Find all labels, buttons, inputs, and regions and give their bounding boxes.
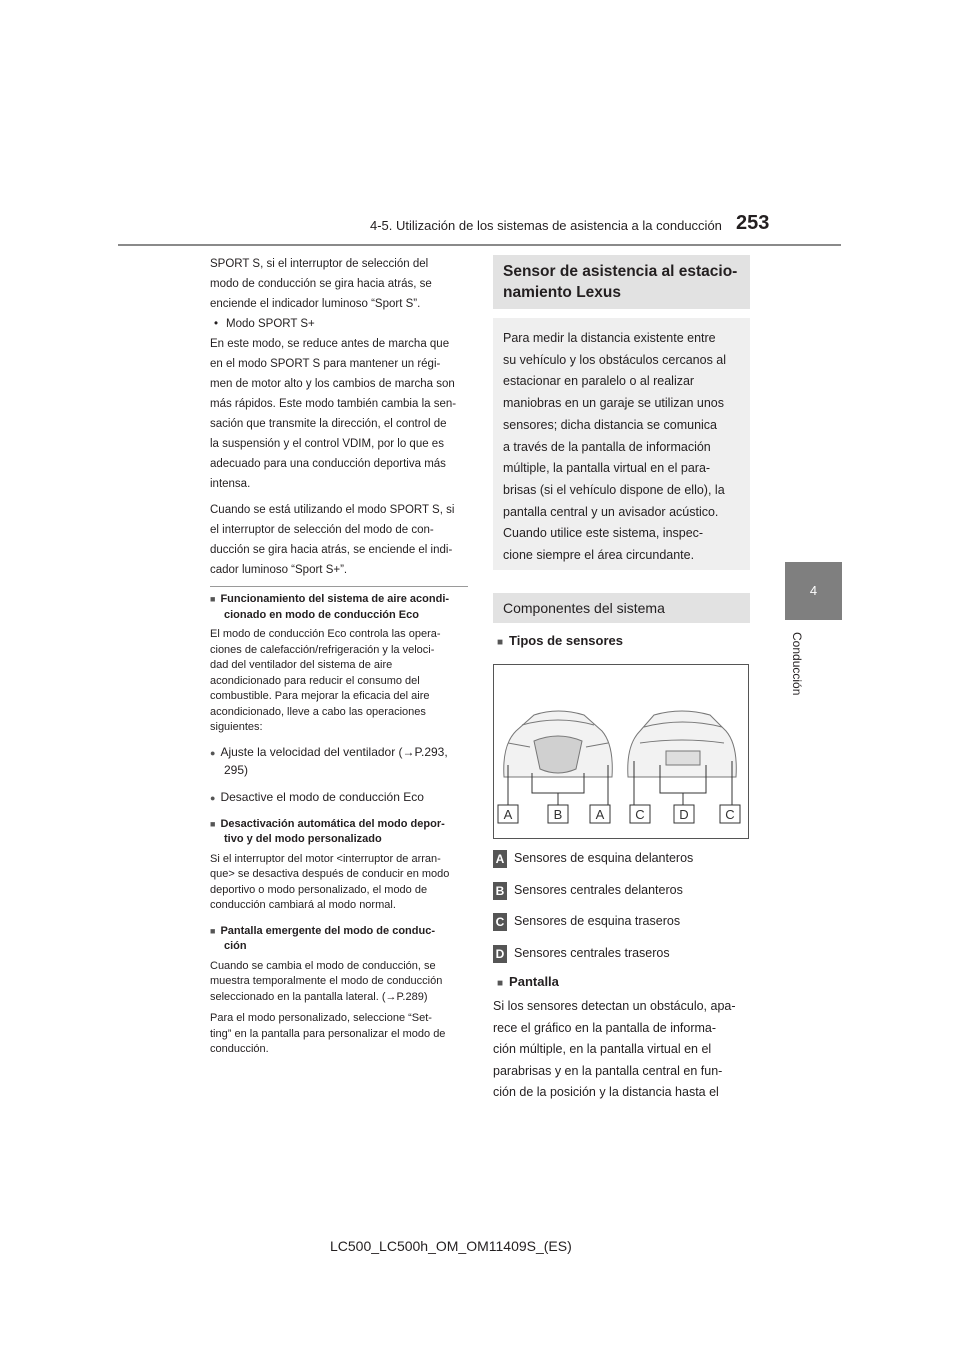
text-line: que> se desactiva después de conducir en modo xyxy=(210,868,450,880)
note-title-popup-display: ■ Pantalla emergente del modo de conduc- ción xyxy=(210,924,472,955)
text-line: En este modo, se reduce antes de marcha que xyxy=(210,338,450,350)
text-line: brisas (si el vehículo dispone de ello), la xyxy=(503,482,725,497)
text-line: acondicionado, lleve a cabo las operaciones xyxy=(210,705,426,718)
text-line: cador luminoso “Sport S+”. xyxy=(210,564,348,576)
text-line: ciones de calefacción/refrigeración y la veloci- xyxy=(210,643,435,656)
text-line: su vehículo y los obstáculos cercanos al xyxy=(503,352,727,367)
text-line: combustible. Para mejorar la eficacia del aire xyxy=(210,690,430,702)
legend-key: D xyxy=(493,945,507,963)
chapter-number-tab[interactable]: 4 xyxy=(785,562,842,620)
text-line: adecuado para una conducción deportiva más xyxy=(210,458,446,470)
text-line: ting” en la pantalla para personalizar el modo de xyxy=(210,1027,446,1040)
text-line: seleccionado en la pantalla lateral. (→P.289) xyxy=(210,990,428,1003)
text-line: Si los sensores detectan un obstáculo, apa- xyxy=(493,999,736,1013)
text-line: siguientes: xyxy=(210,721,263,733)
text-line: acondicionado para reducir el consumo del xyxy=(210,674,420,687)
text-line: el interruptor de selección del modo de con- xyxy=(210,524,434,536)
model-code-footer: LC500_LC500h_OM_OM11409S_(ES) xyxy=(330,1238,572,1254)
intro-box xyxy=(493,318,750,570)
header-divider xyxy=(118,244,841,246)
text-line: sensores; dicha distancia se comunica xyxy=(503,417,718,432)
text-line: sación que transmite la dirección, el control de xyxy=(210,418,447,430)
chapter-name: Conducción xyxy=(790,632,804,696)
subheading-display: ■ Pantalla xyxy=(497,974,559,989)
page-number: 253 xyxy=(736,212,770,234)
note-title-ac-eco: ■ Funcionamiento del sistema de aire acondi- cionado en modo de conducción Eco xyxy=(210,592,472,623)
text-line: Cuando se está utilizando el modo SPORT S, si xyxy=(210,504,455,516)
section-title-box: Sensor de asistencia al estacio- namiento Lexus xyxy=(493,255,750,309)
text-line: Si el interruptor del motor <interruptor de arran- xyxy=(210,852,441,865)
legend-text: Sensores de esquina delanteros xyxy=(514,851,694,865)
text-line: en el modo SPORT S para mantener un régi- xyxy=(210,358,441,370)
bullet-mode-sport-s-plus: • Modo SPORT S+ xyxy=(214,318,315,330)
text-line: ción múltiple, en la pantalla virtual en el xyxy=(493,1042,712,1056)
note-title-auto-deactivation: ■ Desactivación automática del modo depor- tivo y del modo personalizado xyxy=(210,817,472,848)
text-line: estacionar en paralelo o al realizar xyxy=(503,374,695,389)
text-line: intensa. xyxy=(210,478,251,490)
text-line: Cuando se cambia el modo de conducción, se xyxy=(210,959,436,972)
car-sensor-illustration xyxy=(494,665,748,838)
text-line: muestra temporalmente el modo de conducción xyxy=(210,975,443,987)
text-line: enciende el indicador luminoso “Sport S”. xyxy=(210,298,421,310)
section-heading: 4-5. Utilización de los sistemas de asistencia a la conducción xyxy=(370,218,722,233)
figure-label: C xyxy=(725,807,735,822)
figure-label: C xyxy=(635,807,645,822)
text-line: rece el gráfico en la pantalla de informa- xyxy=(493,1020,717,1035)
text-line: parabrisas y en la pantalla central en fun- xyxy=(493,1063,723,1078)
figure-label: A xyxy=(595,807,605,822)
text-line: la suspensión y el control VDIM, por lo que es xyxy=(210,438,444,450)
figure-label: A xyxy=(503,807,513,822)
section-divider xyxy=(210,586,468,587)
text-line: men de motor alto y los cambios de marcha son xyxy=(210,378,455,390)
paragraph-sport-s xyxy=(210,254,472,580)
subheading-sensor-types: ■ Tipos de sensores xyxy=(497,633,623,648)
paragraph-display xyxy=(493,996,750,1104)
text-line: SPORT S, si el interruptor de selección del xyxy=(210,258,429,270)
text-line: conducción. xyxy=(210,1043,269,1055)
sensor-figure xyxy=(493,664,749,839)
text-line: conducción cambiará al modo normal. xyxy=(210,899,396,911)
text-line: ducción se gira hacia atrás, se enciende el indi- xyxy=(210,544,453,556)
text-line: ción de la posición y la distancia hasta el xyxy=(493,1085,719,1099)
figure-label: D xyxy=(679,807,689,822)
components-title-box: Componentes del sistema xyxy=(493,593,750,623)
text-line: maniobras en un garaje se utilizan unos xyxy=(503,396,724,411)
text-line: cione siempre el área circundante. xyxy=(503,548,695,563)
text-line: más rápidos. Este modo también cambia la sen- xyxy=(210,398,457,410)
legend-key: C xyxy=(493,913,507,931)
legend-text: Sensores centrales delanteros xyxy=(514,883,683,897)
figure-label: B xyxy=(553,807,563,822)
list-item-disable-eco: ● Desactive el modo de conducción Eco xyxy=(210,789,472,807)
text-line: Para medir la distancia existente entre xyxy=(503,331,716,345)
text-line: deportivo o modo personalizado, el modo de xyxy=(210,883,428,896)
legend-key: B xyxy=(493,882,507,900)
legend-text: Sensores de esquina traseros xyxy=(514,914,681,928)
legend-text: Sensores centrales traseros xyxy=(514,946,670,960)
text-line: dad del ventilador del sistema de aire xyxy=(210,659,393,671)
text-line: modo de conducción se gira hacia atrás, se xyxy=(210,278,432,290)
notes-block xyxy=(210,592,472,1058)
text-line: a través de la pantalla de información xyxy=(503,439,711,454)
list-item-fan-speed: ● Ajuste la velocidad del ventilador (→P.293, 295) xyxy=(210,744,472,779)
text-line: pantalla central y un avisador acústico. xyxy=(503,504,719,519)
text-line: múltiple, la pantalla virtual en el para- xyxy=(503,461,711,476)
text-line: Para el modo personalizado, seleccione “Set- xyxy=(210,1012,432,1024)
text-line: El modo de conducción Eco controla las opera- xyxy=(210,628,441,640)
legend-key: A xyxy=(493,850,507,868)
text-line: Cuando utilice este sistema, inspec- xyxy=(503,526,704,541)
